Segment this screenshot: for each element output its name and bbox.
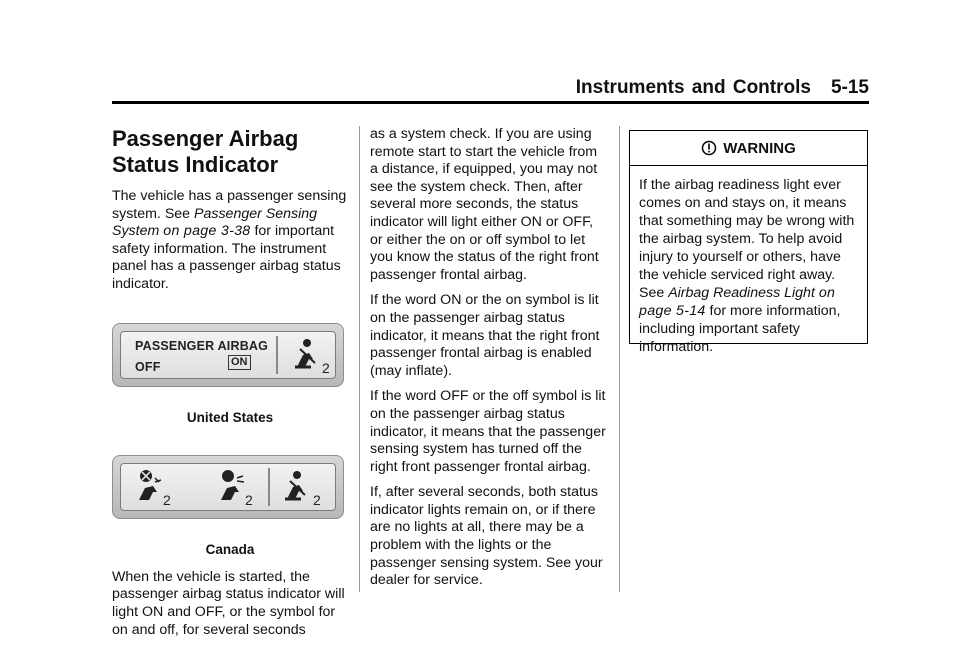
warning-text-start: If the airbag readiness light ever comes on and stays on, it means that something may be wrong with the airbag system. To help avoid injury to yourself or others, have the vehicle serviced right away. See	[639, 177, 855, 301]
canada-indicator-panel	[112, 455, 344, 519]
panel-divider	[276, 336, 278, 374]
startup-paragraph: When the vehicle is started, the passenger airbag status indicator will light ON and OFF, or the symbol for on and off, for several seconds	[112, 568, 345, 638]
header-rule	[112, 101, 869, 104]
off-label: OFF	[135, 359, 161, 374]
middle-column	[370, 126, 608, 598]
passenger-airbag-label: PASSENGER AIRBAG	[135, 338, 269, 353]
airbag-on-seat-number: 2	[245, 492, 253, 509]
system-check-paragraph: as a system check. If you are using remote start to start the vehicle from a distance, if equipped, you may not see the system check. Then, after several more seconds, the status indicator will light either ON or OFF, or either the on or off symbol to let you know the status of the right front passenger frontal airbag.	[370, 126, 599, 283]
airbag-off-seat-number: 2	[163, 492, 171, 509]
passenger-sensing-link[interactable]: Passenger Sensing System	[112, 205, 318, 240]
us-indicator-face	[120, 331, 336, 379]
page-number: 5-15	[830, 77, 869, 98]
seated-passenger-icon	[277, 469, 317, 513]
column-divider	[359, 126, 360, 592]
warning-text-end: for more information, including important safety information.	[639, 303, 841, 355]
intro-paragraph	[112, 188, 348, 294]
intro-text-end: for important safety information. The instrument panel has a passenger airbag status indicator.	[112, 223, 341, 292]
column-divider	[619, 126, 620, 592]
left-column	[112, 126, 348, 647]
off-status-paragraph: If the word OFF or the off symbol is lit on the passenger airbag status indicator, it means that the passenger sensing system has turned off the right front passenger frontal airbag.	[370, 388, 606, 475]
passenger-seat-number: 2	[322, 359, 330, 376]
warning-icon	[701, 140, 717, 156]
warning-text	[630, 166, 867, 356]
warning-title: WARNING	[723, 139, 796, 157]
on-status-paragraph: If the word ON or the on symbol is lit on the passenger airbag status indicator, it means that the right front passenger frontal airbag is enabled (may inflate).	[370, 292, 600, 379]
intro-text: The vehicle has a passenger sensing system. See	[112, 188, 347, 222]
passenger-sensing-page-ref[interactable]: on page 3-38	[163, 223, 251, 240]
on-label: ON	[228, 355, 251, 370]
canada-caption: Canada	[205, 542, 255, 558]
us-caption: United States	[186, 409, 274, 425]
us-indicator-panel	[112, 323, 344, 387]
warning-header	[630, 131, 867, 166]
panel-divider	[268, 468, 270, 506]
canada-indicator-face	[120, 463, 336, 511]
airbag-readiness-link[interactable]: Airbag Readiness Light	[668, 285, 815, 301]
seated-passenger-icon	[287, 337, 327, 381]
page-header	[112, 76, 869, 100]
section-heading: Passenger Airbag Status Indicator	[112, 126, 299, 177]
passenger-seat-number: 2	[313, 492, 321, 509]
warning-box	[629, 130, 868, 355]
section-title: Instruments and Controls	[575, 77, 811, 98]
airbag-readiness-page-ref[interactable]: on page 5-14	[639, 285, 836, 319]
fault-paragraph: If, after several seconds, both status indicator lights remain on, or if there are no lights at all, there may be a problem with the lights or the passenger sensing system. See your dealer for service.	[370, 484, 603, 589]
